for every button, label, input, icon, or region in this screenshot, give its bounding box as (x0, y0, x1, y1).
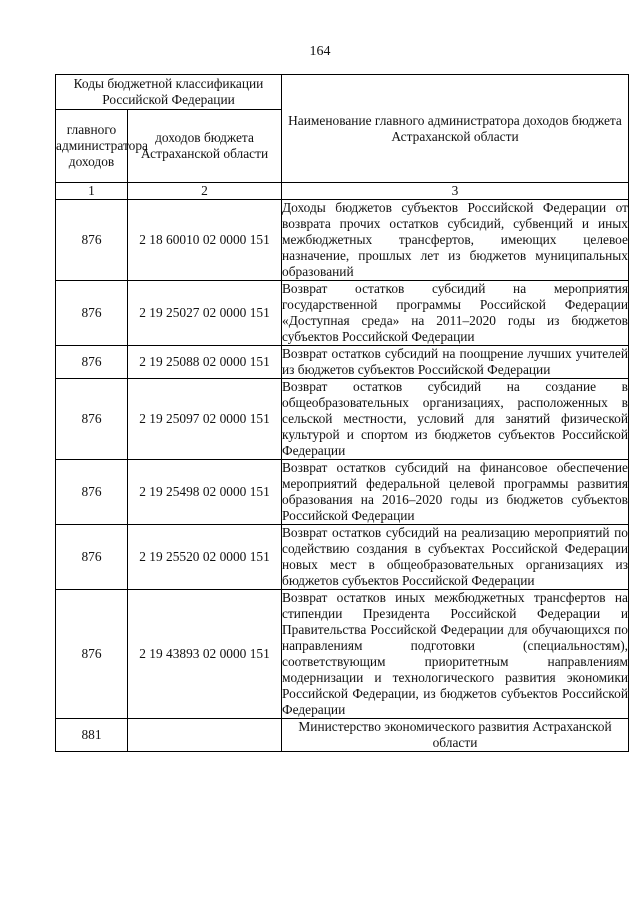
income-code-cell: 2 19 25520 02 0000 151 (128, 525, 282, 590)
income-code-cell: 2 18 60010 02 0000 151 (128, 200, 282, 281)
description-cell: Возврат остатков субсидий на финансовое обеспечение мероприятий федеральной целевой программы развития образования на 2016–2020 годы из бюджетов субъектов Российской Федерации (282, 460, 628, 523)
description-cell: Возврат остатков субсидий на мероприятия государственной программы Российской Федерации «Доступная среда» на 2011–2020 годы из бюджетов субъектов Российской Федерации (282, 281, 628, 344)
description-cell: Возврат остатков субсидий на реализацию мероприятий по содействию создания в субъектах Российской Федерации новых мест в общеобразовательных организациях из бюджетов субъектов Российской Федерации (282, 525, 628, 588)
header-group-cell: Коды бюджетной классификации Российской Федерации (56, 75, 282, 110)
admin-code-cell: 876 (56, 346, 128, 379)
income-code-cell (128, 719, 282, 752)
table-row (56, 200, 629, 281)
income-code-cell: 2 19 25027 02 0000 151 (128, 281, 282, 346)
description-cell: Доходы бюджетов субъектов Российской Федерации от возврата прочих остатков субсидий, субвенций и иных межбюджетных трансфертов, имеющих целевое назначение, прошлых лет из бюджетов муниципальных образований (282, 200, 628, 279)
income-code-cell: 2 19 25498 02 0000 151 (128, 460, 282, 525)
page-number: 164 (309, 44, 331, 59)
column-number-row (56, 183, 629, 200)
column-number: 3 (282, 183, 629, 200)
organization-name-cell: Министерство экономического развития Астраханской области (282, 719, 629, 752)
income-code-cell: 2 19 43893 02 0000 151 (128, 590, 282, 719)
header-income-cell: доходов бюджета Астраханской области (128, 110, 282, 183)
header-row-top (56, 75, 629, 110)
header-admin-cell: главного администратора доходов (56, 110, 128, 183)
column-number: 1 (56, 183, 128, 200)
admin-code-cell: 876 (56, 590, 128, 719)
description-cell: Возврат остатков иных межбюджетных трансфертов на стипендии Президента Российской Федерации и Правительства Российской Федерации для обучающихся по направлениям подготовки (специальностям), соответствующим приоритетным направлениям модернизации и технологического развития экономики Российской Федерации, из бюджетов субъектов Российской Федерации (282, 590, 628, 717)
admin-code-cell: 876 (56, 460, 128, 525)
table-row (56, 525, 629, 590)
description-cell: Возврат остатков субсидий на поощрение лучших учителей из бюджетов субъектов Российской Федерации (282, 346, 628, 377)
admin-code-cell: 876 (56, 281, 128, 346)
column-number: 2 (128, 183, 282, 200)
description-cell: Возврат остатков субсидий на создание в общеобразовательных организациях, расположенных в сельской местности, условий для занятий физической культурой и спортом из бюджетов субъектов Российской Федерации (282, 379, 628, 458)
admin-code-cell: 876 (56, 525, 128, 590)
admin-code-cell: 881 (56, 719, 128, 752)
table-row (56, 590, 629, 719)
header-name-cell: Наименование главного администратора доходов бюджета Астраханской области (282, 75, 629, 183)
income-code-cell: 2 19 25097 02 0000 151 (128, 379, 282, 460)
table-row (56, 281, 629, 346)
admin-code-cell: 876 (56, 200, 128, 281)
admin-code-cell: 876 (56, 379, 128, 460)
organization-row (56, 719, 629, 752)
table-row (56, 379, 629, 460)
income-code-cell: 2 19 25088 02 0000 151 (128, 346, 282, 379)
table-row (56, 460, 629, 525)
budget-classification-table (55, 74, 629, 752)
table-row (56, 346, 629, 379)
